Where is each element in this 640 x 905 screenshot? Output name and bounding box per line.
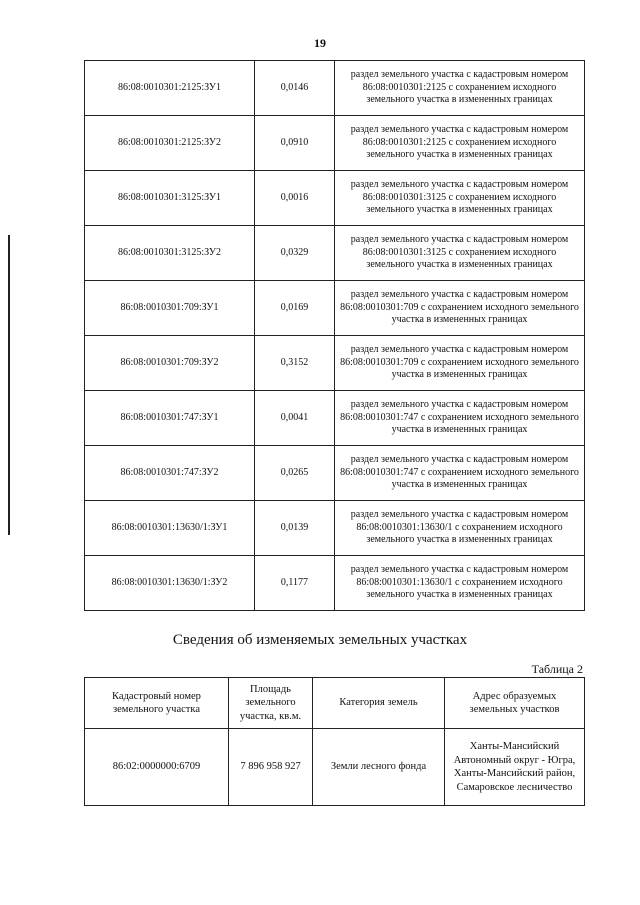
parcel-description-cell: раздел земельного участка с кадастровым номером 86:08:0010301:2125 с сохранением исходного земельного участка в измененных границах	[335, 61, 585, 116]
parcel-number-cell: 86:08:0010301:2125:ЗУ2	[85, 116, 255, 171]
table-row	[85, 501, 585, 556]
parcel-area-cell: 0,0910	[255, 116, 335, 171]
table-caption: Таблица 2	[531, 662, 583, 676]
column-header-address: Адрес образуемых земельных участков	[445, 678, 585, 729]
parcels-table	[84, 60, 585, 611]
parcel-area-cell: 0,0265	[255, 446, 335, 501]
parcel-number-cell: 86:08:0010301:747:ЗУ2	[85, 446, 255, 501]
parcel-description-cell: раздел земельного участка с кадастровым номером 86:08:0010301:747 с сохранением исходного земельного участка в измененных границах	[335, 391, 585, 446]
parcel-number-cell: 86:08:0010301:3125:ЗУ2	[85, 226, 255, 281]
parcel-description-cell: раздел земельного участка с кадастровым номером 86:08:0010301:3125 с сохранением исходного земельного участка в измененных границах	[335, 171, 585, 226]
table-row	[85, 281, 585, 336]
parcel-description-cell: раздел земельного участка с кадастровым номером 86:08:0010301:709 с сохранением исходного земельного участка в измененных границах	[335, 281, 585, 336]
parcel-description-cell: раздел земельного участка с кадастровым номером 86:08:0010301:3125 с сохранением исходного земельного участка в измененных границах	[335, 226, 585, 281]
parcel-description-cell: раздел земельного участка с кадастровым номером 86:08:0010301:13630/1 с сохранением исходного земельного участка в измененных границах	[335, 556, 585, 611]
table-row	[85, 226, 585, 281]
table-row	[85, 336, 585, 391]
table-header-row	[85, 678, 585, 729]
modified-parcels-table	[84, 677, 585, 806]
parcel-number-cell: 86:02:0000000:6709	[85, 729, 229, 806]
table-row	[85, 61, 585, 116]
parcel-number-cell: 86:08:0010301:747:ЗУ1	[85, 391, 255, 446]
parcel-area-cell: 0,0169	[255, 281, 335, 336]
parcel-number-cell: 86:08:0010301:13630/1:ЗУ2	[85, 556, 255, 611]
parcel-description-cell: раздел земельного участка с кадастровым номером 86:08:0010301:747 с сохранением исходного земельного участка в измененных границах	[335, 446, 585, 501]
table-row	[85, 556, 585, 611]
parcel-area-cell: 0,0329	[255, 226, 335, 281]
parcel-area-cell: 0,0016	[255, 171, 335, 226]
parcel-number-cell: 86:08:0010301:3125:ЗУ1	[85, 171, 255, 226]
page-number: 19	[314, 36, 326, 50]
table-row	[85, 391, 585, 446]
table-row	[85, 729, 585, 806]
parcel-area-cell: 7 896 958 927	[229, 729, 313, 806]
parcel-description-cell: раздел земельного участка с кадастровым номером 86:08:0010301:2125 с сохранением исходного земельного участка в измененных границах	[335, 116, 585, 171]
parcel-area-cell: 0,1177	[255, 556, 335, 611]
land-category-cell: Земли лесного фонда	[313, 729, 445, 806]
column-header-number: Кадастровый номер земельного участка	[85, 678, 229, 729]
column-header-area: Площадь земельного участка, кв.м.	[229, 678, 313, 729]
table-row	[85, 171, 585, 226]
parcel-address-cell: Ханты-Мансийский Автономный округ - Югра, Ханты-Мансийский район, Самаровское лесничество	[445, 729, 585, 806]
parcel-area-cell: 0,0146	[255, 61, 335, 116]
margin-mark	[8, 235, 10, 535]
parcel-area-cell: 0,0139	[255, 501, 335, 556]
parcel-description-cell: раздел земельного участка с кадастровым номером 86:08:0010301:709 с сохранением исходного земельного участка в измененных границах	[335, 336, 585, 391]
parcel-area-cell: 0,0041	[255, 391, 335, 446]
parcel-number-cell: 86:08:0010301:2125:ЗУ1	[85, 61, 255, 116]
parcel-number-cell: 86:08:0010301:709:ЗУ2	[85, 336, 255, 391]
table-row	[85, 446, 585, 501]
parcel-number-cell: 86:08:0010301:709:ЗУ1	[85, 281, 255, 336]
parcel-number-cell: 86:08:0010301:13630/1:ЗУ1	[85, 501, 255, 556]
table-row	[85, 116, 585, 171]
parcel-description-cell: раздел земельного участка с кадастровым номером 86:08:0010301:13630/1 с сохранением исходного земельного участка в измененных границах	[335, 501, 585, 556]
column-header-category: Категория земель	[313, 678, 445, 729]
parcel-area-cell: 0,3152	[255, 336, 335, 391]
section-heading: Сведения об изменяемых земельных участках	[172, 632, 468, 648]
